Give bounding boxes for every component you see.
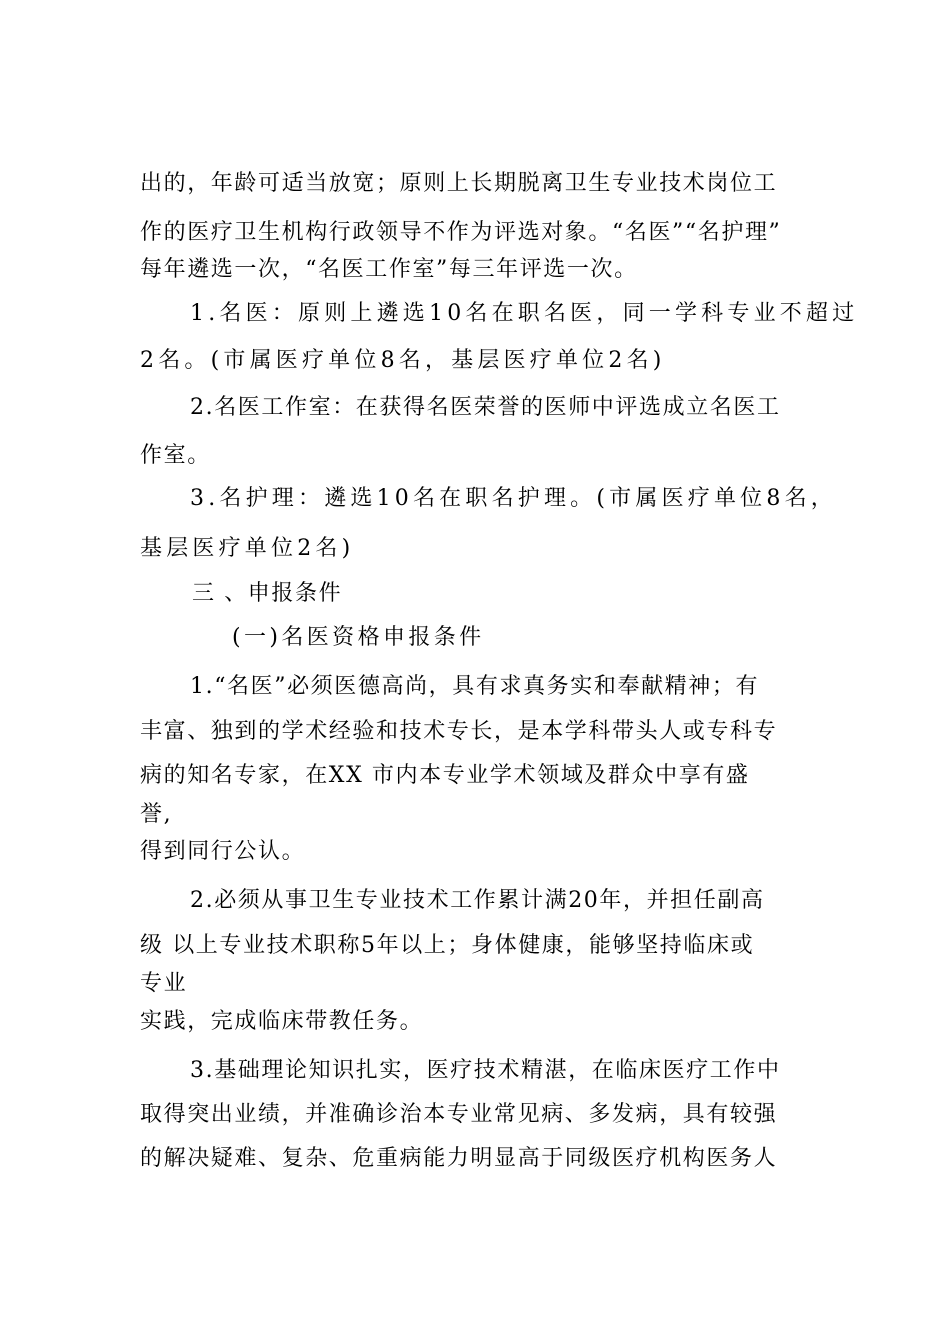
text-line-20: 实践，完成临床带教任务。 <box>140 1009 424 1034</box>
text-line-3: 每年遴选一次，“名医工作室”每三年评选一次。 <box>140 257 638 282</box>
text-line-6: 2.名医工作室：在获得名医荣誉的医师中评选成立名医工 <box>190 395 781 420</box>
text-line-19: 专业 <box>140 971 188 996</box>
text-line-21: 3.基础理论知识扎实，医疗技术精湛，在临床医疗工作中 <box>190 1058 781 1083</box>
text-line-22: 取得突出业绩，并准确诊治本专业常见病、多发病，具有较强 <box>140 1102 778 1127</box>
section-heading: 三 、申报条件 <box>192 581 343 606</box>
text-line-15: 誉, <box>140 802 173 827</box>
text-line-7: 作室。 <box>140 443 211 468</box>
subsection-heading: (一)名医资格申报条件 <box>232 625 485 650</box>
text-line-16: 得到同行公认。 <box>140 839 306 864</box>
text-line-13: 丰富、独到的学术经验和技术专长，是本学科带头人或专科专 <box>140 719 778 744</box>
text-line-14: 病的知名专家，在XX 市内本专业学术领域及群众中享有盛 <box>140 763 750 788</box>
text-line-17: 2.必须从事卫生专业技术工作累计满20年，并担任副高 <box>190 888 765 913</box>
text-line-5: 2名。(市属医疗单位8名，基层医疗单位2名) <box>140 348 666 373</box>
text-line-8: 3.名护理：遴选10名在职名护理。(市属医疗单位8名， <box>190 486 837 511</box>
text-line-18: 级 以上专业技术职称5年以上；身体健康，能够坚持临床或 <box>140 933 755 958</box>
text-line-2: 作的医疗卫生机构行政领导不作为评选对象。“名医”“名护理” <box>140 220 782 245</box>
text-line-12: 1.“名医”必须医德高尚，具有求真务实和奉献精神；有 <box>190 674 760 699</box>
text-line-1: 出的，年龄可适当放宽；原则上长期脱离卫生专业技术岗位工 <box>140 171 778 196</box>
text-line-9: 基层医疗单位2名) <box>140 536 355 561</box>
text-line-23: 的解决疑难、复杂、危重病能力明显高于同级医疗机构医务人 <box>140 1146 778 1171</box>
text-line-4: 1.名医：原则上遴选10名在职名医，同一学科专业不超过 <box>190 301 859 326</box>
